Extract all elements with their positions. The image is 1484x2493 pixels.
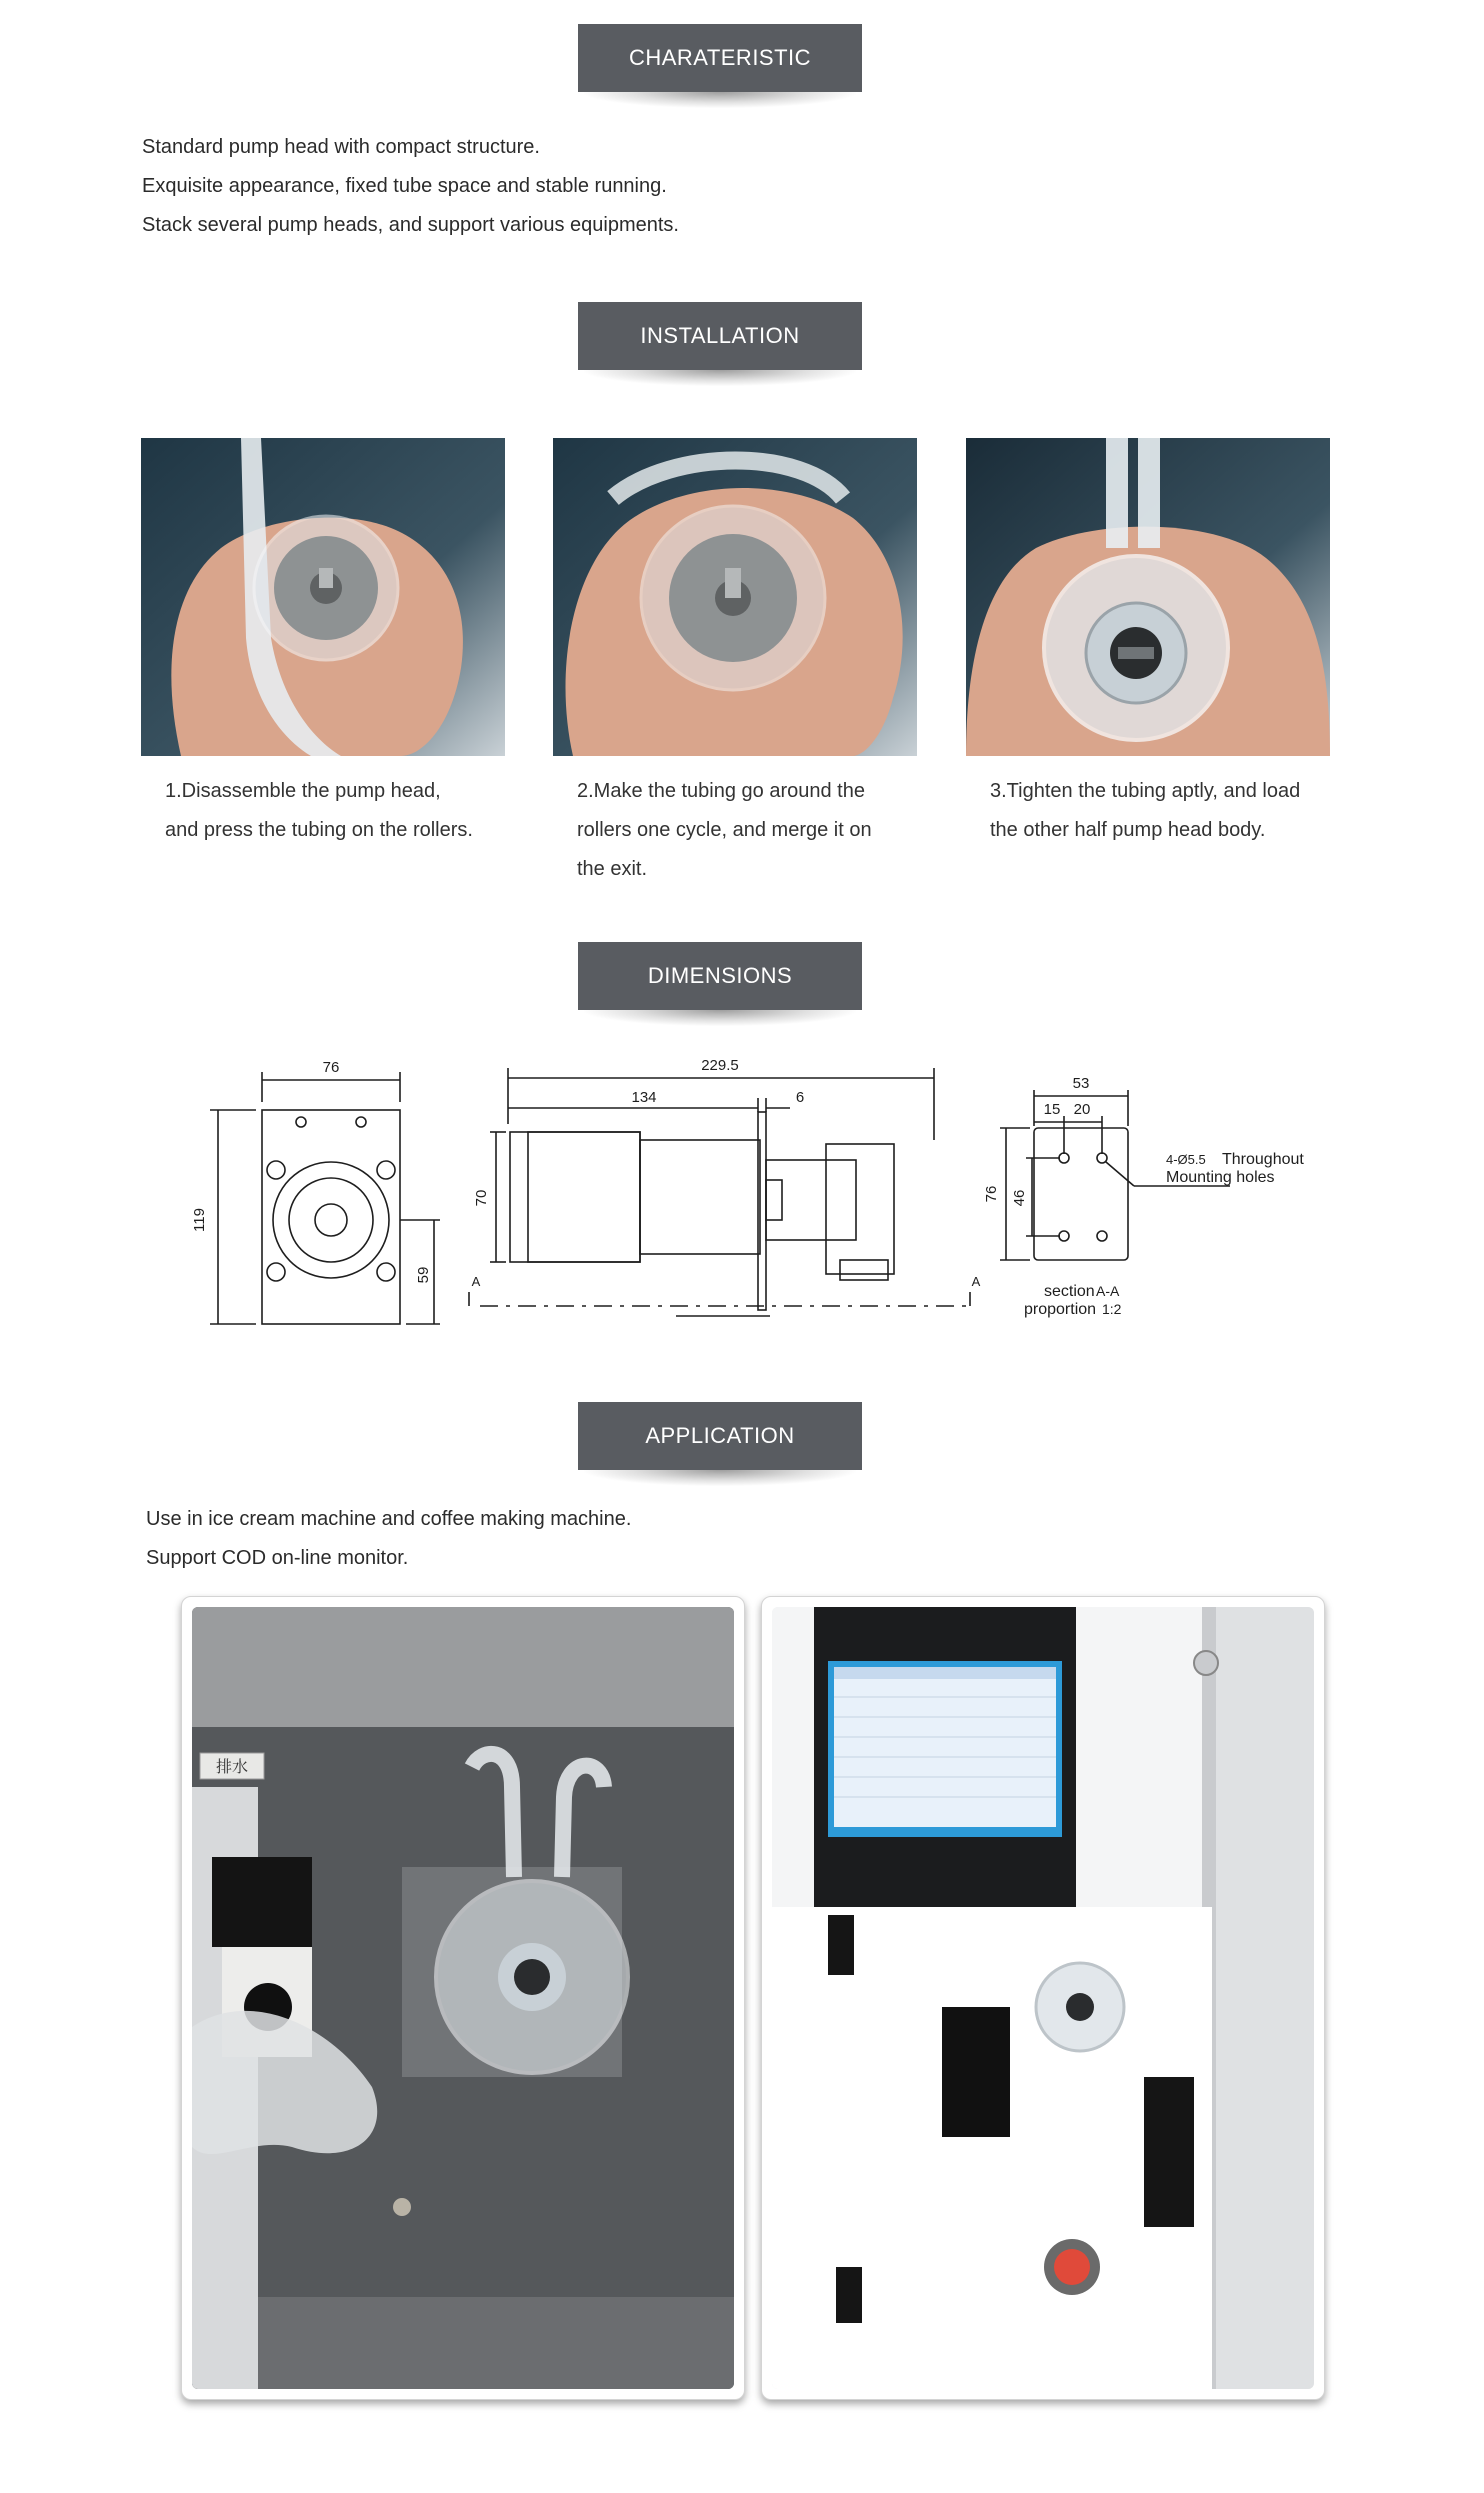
section-label-right: A [971, 1274, 981, 1289]
dim-motor-length: 134 [631, 1089, 657, 1106]
caption-line: rollers one cycle, and merge it on [577, 819, 872, 841]
characteristic-text [142, 128, 679, 245]
dim-front-height: 119 [191, 1208, 208, 1232]
application-line: Use in ice cream machine and coffee making machine. [146, 1508, 632, 1530]
proportion-label: proportion [1024, 1301, 1097, 1318]
dim-front-width: 76 [322, 1059, 340, 1076]
dimensions-heading: DIMENSIONS [578, 942, 862, 1010]
dim-mount-offset-2: 20 [1073, 1101, 1091, 1118]
section-label-left: A [471, 1274, 481, 1289]
characteristic-heading: CHARATERISTIC [578, 24, 862, 92]
caption-line: the other half pump head body. [990, 819, 1266, 841]
application-line: Support COD on-line monitor. [146, 1547, 409, 1569]
front-plate [262, 1110, 400, 1324]
installation-caption-step-3 [990, 772, 1300, 850]
dimensions-drawing [190, 1040, 1310, 1330]
caption-line: and press the tubing on the rollers. [165, 819, 473, 841]
characteristic-line: Exquisite appearance, fixed tube space and stable running. [142, 175, 667, 197]
application-text [146, 1500, 631, 1578]
hole-label-throughout: Throughout [1222, 1151, 1304, 1168]
characteristic-line: Stack several pump heads, and support various equipments. [142, 214, 679, 236]
caption-line: 3.Tighten the tubing aptly, and load [990, 780, 1301, 802]
dim-flange-thickness: 6 [795, 1089, 805, 1106]
dim-mount-offset-1: 15 [1043, 1101, 1061, 1118]
dim-front-center-height: 59 [415, 1266, 432, 1284]
drain-label: 排水 [215, 1757, 249, 1776]
caption-line: 2.Make the tubing go around the [577, 780, 865, 802]
proportion-value: 1:2 [1102, 1301, 1122, 1317]
installation-photo-step-3 [966, 438, 1330, 756]
application-photo-ice-cream-machine [181, 1596, 745, 2400]
dim-total-length: 229.5 [701, 1057, 739, 1074]
installation-caption-step-2 [577, 772, 872, 889]
installation-photo-step-1 [141, 438, 505, 756]
dim-mount-hole-height: 46 [1011, 1189, 1028, 1207]
installation-photo-step-2 [553, 438, 917, 756]
characteristic-line: Standard pump head with compact structure. [142, 136, 540, 158]
dim-mount-width: 53 [1072, 1075, 1090, 1092]
section-title: section [1044, 1283, 1095, 1300]
caption-line: 1.Disassemble the pump head, [165, 780, 441, 802]
hole-spec: 4-Ø5.5 [1166, 1152, 1206, 1167]
dim-mount-height: 76 [983, 1185, 1000, 1203]
hole-label-mounting: Mounting holes [1166, 1169, 1275, 1186]
installation-caption-step-1 [165, 772, 473, 850]
installation-heading: INSTALLATION [578, 302, 862, 370]
application-photo-cod-monitor [761, 1596, 1325, 2400]
caption-line: the exit. [577, 858, 648, 880]
section-title-code: A-A [1096, 1283, 1120, 1299]
application-heading: APPLICATION [578, 1402, 862, 1470]
dim-motor-height: 70 [473, 1189, 490, 1207]
